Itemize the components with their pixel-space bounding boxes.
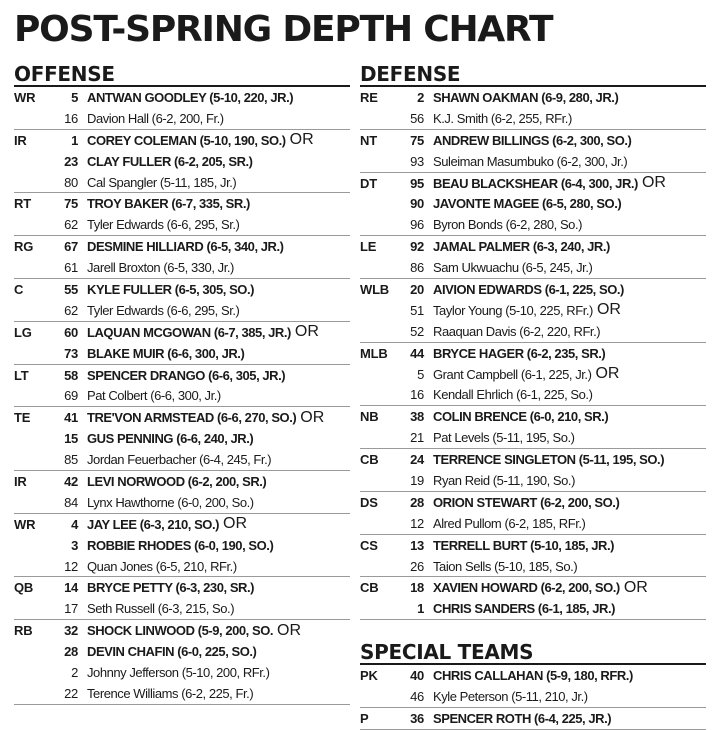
player-row (14, 577, 350, 598)
jersey-number: 44 (410, 345, 424, 361)
jersey-number: 28 (64, 644, 78, 660)
position-group (14, 236, 350, 279)
player-name: BRYCE PETTY (6-3, 230, SR.) (87, 580, 255, 596)
player-row (14, 214, 350, 235)
player-name: Jordan Feuerbacher (6-4, 245, Fr.) (87, 452, 272, 468)
player-name: Sam Ukwuachu (6-5, 245, Jr.) (433, 260, 593, 276)
player-name: CLAY FULLER (6-2, 205, SR.) (87, 153, 253, 169)
player-name: COREY COLEMAN (5-10, 190, SO.) (87, 132, 286, 148)
position-label: DS (360, 494, 378, 510)
player-name: SHAWN OAKMAN (6-9, 280, JR.) (433, 89, 619, 105)
player-row (14, 193, 350, 214)
jersey-number: 4 (71, 516, 78, 532)
page-title: POST-SPRING DEPTH CHART (14, 9, 553, 50)
jersey-number: 86 (410, 260, 424, 276)
player-row (360, 321, 706, 342)
player-row (360, 364, 706, 385)
player-name: DEVIN CHAFIN (6-0, 225, SO.) (87, 644, 257, 660)
jersey-number: 1 (417, 601, 424, 617)
position-label: WR (14, 89, 36, 105)
jersey-number: 32 (64, 623, 78, 639)
player-name: Tyler Edwards (6-6, 295, Sr.) (87, 217, 240, 233)
defense-groups (360, 87, 706, 620)
player-row (360, 173, 706, 194)
or-label: OR (223, 515, 247, 533)
position-group (360, 87, 706, 130)
player-row (360, 598, 706, 619)
position-group (360, 279, 706, 343)
jersey-number: 85 (64, 452, 78, 468)
player-row (360, 577, 706, 598)
jersey-number: 12 (64, 558, 78, 574)
jersey-number: 92 (410, 239, 424, 255)
player-name: Cal Spangler (5-11, 185, Jr.) (87, 174, 237, 190)
player-name: Suleiman Masumbuko (6-2, 300, Jr.) (433, 153, 628, 169)
player-row (14, 108, 350, 129)
or-label: OR (289, 131, 314, 149)
position-group (14, 514, 350, 578)
position-label: IR (14, 132, 27, 148)
defense-section-header (360, 58, 706, 87)
player-name: Pat Colbert (6-6, 300, Jr.) (87, 388, 221, 404)
special-teams-groups (360, 665, 706, 730)
jersey-number: 23 (64, 153, 78, 169)
position-label: RE (360, 89, 378, 105)
player-row (360, 686, 706, 707)
special-teams-section-header (360, 636, 706, 665)
defense-column (360, 58, 706, 730)
position-label: WLB (360, 281, 389, 297)
player-row (14, 365, 350, 386)
player-row (360, 108, 706, 129)
player-name: LAQUAN MCGOWAN (6-7, 385, JR.) (87, 324, 291, 340)
defense-heading: DEFENSE (360, 62, 461, 86)
player-row (360, 384, 706, 405)
position-label: C (14, 281, 24, 297)
jersey-number: 60 (64, 324, 78, 340)
player-row (360, 449, 706, 470)
position-label: LG (14, 324, 32, 340)
jersey-number: 69 (64, 388, 78, 404)
player-row (14, 87, 350, 108)
jersey-number: 41 (64, 410, 78, 426)
player-name: TERRENCE SINGLETON (5-11, 195, SO.) (433, 452, 665, 468)
player-name: SHOCK LINWOOD (5-9, 200, SO. (87, 623, 274, 639)
player-name: TRE'VON ARMSTEAD (6-6, 270, SO.) (87, 410, 297, 426)
player-row (14, 449, 350, 470)
player-row (360, 257, 706, 278)
position-label: CB (360, 580, 379, 596)
player-row (14, 130, 350, 151)
or-label: OR (300, 408, 325, 426)
player-name: TERRELL BURT (5-10, 185, JR.) (433, 537, 615, 553)
player-row (360, 214, 706, 235)
or-label: OR (277, 621, 302, 639)
player-name: JAMAL PALMER (6-3, 240, JR.) (433, 239, 610, 255)
player-row (14, 514, 350, 535)
player-row (360, 708, 706, 729)
player-row (14, 385, 350, 406)
player-name: JAY LEE (6-3, 210, SO.) (87, 516, 219, 532)
player-name: Byron Bonds (6-2, 280, So.) (433, 217, 582, 233)
jersey-number: 18 (410, 580, 424, 596)
jersey-number: 3 (71, 537, 78, 553)
player-name: SPENCER DRANGO (6-6, 305, JR.) (87, 367, 286, 383)
player-name: AIVION EDWARDS (6-1, 225, SO.) (433, 281, 624, 297)
player-row (360, 470, 706, 491)
jersey-number: 40 (410, 668, 424, 684)
player-name: ANDREW BILLINGS (6-2, 300, SO.) (433, 132, 632, 148)
offense-groups (14, 87, 350, 705)
player-name: CHRIS SANDERS (6-1, 185, JR.) (433, 601, 616, 617)
player-name: Davion Hall (6-2, 200, Fr.) (87, 110, 224, 126)
position-group (360, 492, 706, 535)
jersey-number: 80 (64, 174, 78, 190)
jersey-number: 61 (64, 260, 78, 276)
or-label: OR (623, 578, 648, 596)
position-group (360, 406, 706, 449)
jersey-number: 90 (410, 196, 424, 212)
player-row (14, 535, 350, 556)
player-name: Seth Russell (6-3, 215, So.) (87, 601, 235, 617)
position-group (14, 365, 350, 408)
jersey-number: 2 (71, 664, 78, 680)
player-row (360, 87, 706, 108)
jersey-number: 16 (64, 110, 78, 126)
player-row (14, 492, 350, 513)
player-row (14, 620, 350, 641)
position-label: CS (360, 537, 378, 553)
jersey-number: 13 (410, 537, 424, 553)
player-name: Quan Jones (6-5, 210, RFr.) (87, 558, 237, 574)
jersey-number: 26 (410, 558, 424, 574)
player-name: CHRIS CALLAHAN (5-9, 180, RFR.) (433, 668, 633, 684)
player-name: TROY BAKER (6-7, 335, SR.) (87, 196, 250, 212)
offense-section-header (14, 58, 350, 87)
position-group (360, 535, 706, 578)
jersey-number: 51 (410, 302, 424, 318)
jersey-number: 17 (64, 601, 78, 617)
player-row (14, 279, 350, 300)
player-name: K.J. Smith (6-2, 255, RFr.) (433, 110, 572, 126)
jersey-number: 67 (64, 239, 78, 255)
player-row (14, 172, 350, 193)
player-name: Taion Sells (5-10, 185, So.) (433, 558, 578, 574)
player-row (14, 598, 350, 619)
player-name: KYLE FULLER (6-5, 305, SO.) (87, 281, 254, 297)
jersey-number: 56 (410, 110, 424, 126)
jersey-number: 24 (410, 452, 424, 468)
jersey-number: 12 (410, 515, 424, 531)
player-name: Terence Williams (6-2, 225, Fr.) (87, 685, 254, 701)
player-name: XAVIEN HOWARD (6-2, 200, SO.) (433, 580, 620, 596)
special-teams-heading: SPECIAL TEAMS (360, 640, 534, 665)
player-row (360, 535, 706, 556)
player-name: ORION STEWART (6-2, 200, SO.) (433, 494, 620, 510)
offense-column (14, 58, 350, 705)
jersey-number: 73 (64, 345, 78, 361)
position-group (14, 407, 350, 471)
jersey-number: 15 (64, 431, 78, 447)
player-row (360, 556, 706, 577)
player-row (360, 151, 706, 172)
jersey-number: 96 (410, 217, 424, 233)
position-label: QB (14, 580, 34, 596)
jersey-number: 75 (410, 132, 424, 148)
player-name: ANTWAN GOODLEY (5-10, 220, JR.) (87, 89, 294, 105)
jersey-number: 5 (417, 366, 424, 382)
or-label: OR (641, 174, 666, 191)
position-group (14, 577, 350, 620)
player-row (360, 130, 706, 151)
jersey-number: 19 (410, 472, 424, 488)
jersey-number: 5 (71, 89, 78, 105)
player-row (360, 343, 706, 364)
player-row (14, 683, 350, 704)
position-group (14, 322, 350, 365)
player-row (14, 236, 350, 257)
player-name: Alred Pullom (6-2, 185, RFr.) (433, 515, 586, 531)
jersey-number: 62 (64, 302, 78, 318)
player-name: Kendall Ehrlich (6-1, 225, So.) (433, 387, 593, 403)
player-name: Grant Campbell (6-1, 225, Jr.) (433, 366, 592, 382)
jersey-number: 1 (71, 132, 78, 148)
jersey-number: 52 (410, 323, 424, 339)
or-label: OR (294, 323, 319, 341)
player-name: JAVONTE MAGEE (6-5, 280, SO.) (433, 196, 622, 212)
position-label: MLB (360, 345, 388, 361)
position-group (14, 193, 350, 236)
position-group (360, 577, 706, 620)
position-label: NB (360, 409, 379, 425)
player-name: ROBBIE RHODES (6-0, 190, SO.) (87, 537, 274, 553)
player-row (360, 427, 706, 448)
player-name: BRYCE HAGER (6-2, 235, SR.) (433, 345, 606, 361)
player-name: BLAKE MUIR (6-6, 300, JR.) (87, 345, 245, 361)
player-name: COLIN BRENCE (6-0, 210, SR.) (433, 409, 609, 425)
player-name: BEAU BLACKSHEAR (6-4, 300, JR.) (433, 175, 638, 191)
position-label: NT (360, 132, 377, 148)
jersey-number: 20 (410, 281, 424, 297)
player-name: Pat Levels (5-11, 195, So.) (433, 430, 575, 446)
position-group (360, 173, 706, 237)
player-row (360, 513, 706, 534)
player-row (360, 279, 706, 300)
position-label: RB (14, 623, 33, 639)
player-name: GUS PENNING (6-6, 240, JR.) (87, 431, 254, 447)
position-group (360, 130, 706, 173)
jersey-number: 95 (410, 175, 424, 191)
position-label: CB (360, 452, 379, 468)
jersey-number: 38 (410, 409, 424, 425)
position-group (360, 708, 706, 730)
position-label: P (360, 710, 369, 726)
position-group (14, 471, 350, 514)
player-row (14, 428, 350, 449)
player-name: Kyle Peterson (5-11, 210, Jr.) (433, 689, 588, 705)
player-row (14, 257, 350, 278)
jersey-number: 16 (410, 387, 424, 403)
player-name: Tyler Edwards (6-6, 295, Sr.) (87, 302, 240, 318)
player-row (14, 322, 350, 343)
player-row (360, 492, 706, 513)
player-row (14, 300, 350, 321)
player-row (360, 236, 706, 257)
offense-heading: OFFENSE (14, 62, 115, 86)
position-group (360, 449, 706, 492)
position-label: RG (14, 239, 34, 255)
or-label: OR (595, 365, 620, 383)
position-label: DT (360, 175, 377, 191)
position-group (14, 87, 350, 130)
player-name: DESMINE HILLIARD (6-5, 340, JR.) (87, 239, 284, 255)
jersey-number: 58 (64, 367, 78, 383)
position-group (14, 130, 350, 194)
jersey-number: 42 (64, 473, 78, 489)
jersey-number: 84 (64, 494, 78, 510)
jersey-number: 14 (64, 580, 78, 596)
player-row (360, 193, 706, 214)
player-name: Lynx Hawthorne (6-0, 200, So.) (87, 494, 254, 510)
position-group (360, 236, 706, 279)
position-label: LE (360, 239, 377, 255)
player-name: Taylor Young (5-10, 225, RFr.) (433, 302, 593, 318)
position-group (14, 620, 350, 705)
player-name: Ryan Reid (5-11, 190, So.) (433, 472, 575, 488)
jersey-number: 36 (410, 710, 424, 726)
position-label: TE (14, 410, 31, 426)
player-name: Raaquan Davis (6-2, 220, RFr.) (433, 323, 601, 339)
player-row (14, 662, 350, 683)
position-group (360, 343, 706, 407)
player-row (14, 151, 350, 172)
jersey-number: 62 (64, 217, 78, 233)
position-label: RT (14, 196, 31, 212)
player-row (14, 641, 350, 662)
jersey-number: 22 (64, 685, 78, 701)
jersey-number: 2 (417, 89, 424, 105)
section-spacer (360, 620, 706, 636)
or-label: OR (596, 301, 621, 319)
player-row (360, 300, 706, 321)
player-row (360, 406, 706, 427)
position-group (14, 279, 350, 322)
jersey-number: 75 (64, 196, 78, 212)
player-row (360, 665, 706, 686)
position-label: WR (14, 516, 36, 532)
jersey-number: 46 (410, 689, 424, 705)
position-label: LT (14, 367, 29, 383)
jersey-number: 55 (64, 281, 78, 297)
position-group (360, 665, 706, 708)
player-row (14, 556, 350, 577)
player-row (14, 407, 350, 428)
player-name: LEVI NORWOOD (6-2, 200, SR.) (87, 473, 267, 489)
player-row (14, 471, 350, 492)
jersey-number: 93 (410, 153, 424, 169)
player-name: Jarell Broxton (6-5, 330, Jr.) (87, 260, 234, 276)
player-name: Johnny Jefferson (5-10, 200, RFr.) (87, 664, 270, 680)
position-label: PK (360, 668, 378, 684)
position-label: IR (14, 473, 27, 489)
jersey-number: 28 (410, 494, 424, 510)
jersey-number: 21 (410, 430, 424, 446)
player-name: SPENCER ROTH (6-4, 225, JR.) (433, 710, 612, 726)
player-row (14, 343, 350, 364)
